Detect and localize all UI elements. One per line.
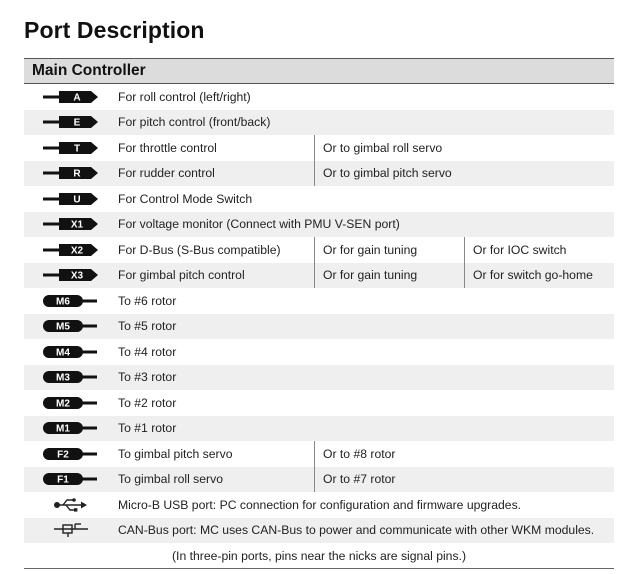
port-description: CAN-Bus port: MC uses CAN-Bus to power and communicate with other WKM modules. (118, 523, 595, 538)
port-left-plug-icon (24, 186, 118, 212)
table-row (24, 314, 614, 340)
section-header: Main Controller (24, 58, 614, 84)
port-label: M3 (56, 372, 70, 384)
table-row (24, 416, 614, 442)
table-row (24, 84, 614, 110)
port-label: M6 (56, 296, 70, 308)
table-row (24, 467, 614, 493)
port-description: For gimbal pitch control (118, 268, 245, 283)
port-label: M2 (56, 398, 70, 410)
table-row (24, 288, 614, 314)
port-alt-function: Or to gimbal roll servo (314, 135, 464, 161)
port-left-plug-icon (24, 84, 118, 110)
port-label: R (73, 168, 81, 180)
port-label: M1 (56, 423, 70, 435)
page-title: Port Description (24, 17, 205, 43)
table-row (24, 441, 614, 467)
port-description: For rudder control (118, 166, 215, 181)
port-alt-function: Or for gain tuning (314, 237, 464, 263)
table-row (24, 110, 614, 136)
port-right-plug-icon (24, 467, 118, 493)
port-right-plug-icon (24, 441, 118, 467)
table-row (24, 492, 614, 518)
port-right-plug-icon (24, 416, 118, 442)
port-label: M4 (56, 347, 70, 359)
port-label: F2 (57, 449, 69, 461)
port-description: To #1 rotor (118, 421, 177, 436)
port-description: To #6 rotor (118, 293, 177, 308)
port-alt-function-2: Or for switch go-home (464, 263, 614, 289)
port-left-plug-icon (24, 237, 118, 263)
port-left-plug-icon (24, 212, 118, 238)
port-right-plug-icon (24, 390, 118, 416)
port-label: F1 (57, 474, 69, 486)
can-bus-icon (24, 518, 118, 544)
signal-pin-note: (In three-pin ports, pins near the nicks are signal pins.) (172, 548, 466, 563)
port-description: For Control Mode Switch (118, 191, 253, 206)
port-label: X1 (70, 219, 84, 231)
port-label: M5 (56, 321, 70, 333)
port-alt-function: Or for gain tuning (314, 263, 464, 289)
port-description: To gimbal roll servo (118, 472, 223, 487)
table-row (24, 135, 614, 161)
port-list (24, 84, 614, 569)
usb-icon (24, 492, 118, 518)
port-label: T (73, 143, 81, 155)
table-row (24, 390, 614, 416)
port-left-plug-icon (24, 110, 118, 136)
port-label: X3 (70, 270, 84, 282)
port-right-plug-icon (24, 314, 118, 340)
port-label: A (73, 92, 81, 104)
port-label: X2 (70, 245, 84, 257)
port-alt-function: Or to gimbal pitch servo (314, 161, 464, 187)
table-row (24, 263, 614, 289)
table-row (24, 518, 614, 544)
bottom-divider (24, 568, 614, 569)
port-description: For D-Bus (S-Bus compatible) (118, 242, 281, 257)
port-description: To #3 rotor (118, 370, 177, 385)
port-left-plug-icon (24, 135, 118, 161)
table-row (24, 161, 614, 187)
main-controller-section (24, 58, 614, 569)
port-description: To #4 rotor (118, 344, 177, 359)
port-left-plug-icon (24, 161, 118, 187)
table-row (24, 543, 614, 569)
port-description: For voltage monitor (Connect with PMU V-SEN port) (118, 217, 400, 232)
port-description: For throttle control (118, 140, 217, 155)
port-description: For roll control (left/right) (118, 89, 251, 104)
port-description: Micro-B USB port: PC connection for configuration and firmware upgrades. (118, 497, 522, 512)
port-description: For pitch control (front/back) (118, 115, 271, 130)
port-description: To gimbal pitch servo (118, 446, 233, 461)
port-right-plug-icon (24, 288, 118, 314)
port-left-plug-icon (24, 263, 118, 289)
table-row (24, 186, 614, 212)
port-description: To #5 rotor (118, 319, 177, 334)
port-alt-function: Or to #7 rotor (314, 467, 464, 493)
table-row (24, 237, 614, 263)
port-right-plug-icon (24, 365, 118, 391)
table-row (24, 212, 614, 238)
table-row (24, 365, 614, 391)
port-label: E (73, 117, 81, 129)
port-right-plug-icon (24, 339, 118, 365)
table-row (24, 339, 614, 365)
port-alt-function-2: Or for IOC switch (464, 237, 614, 263)
port-label: U (73, 194, 81, 206)
port-alt-function: Or to #8 rotor (314, 441, 464, 467)
port-description: To #2 rotor (118, 395, 177, 410)
